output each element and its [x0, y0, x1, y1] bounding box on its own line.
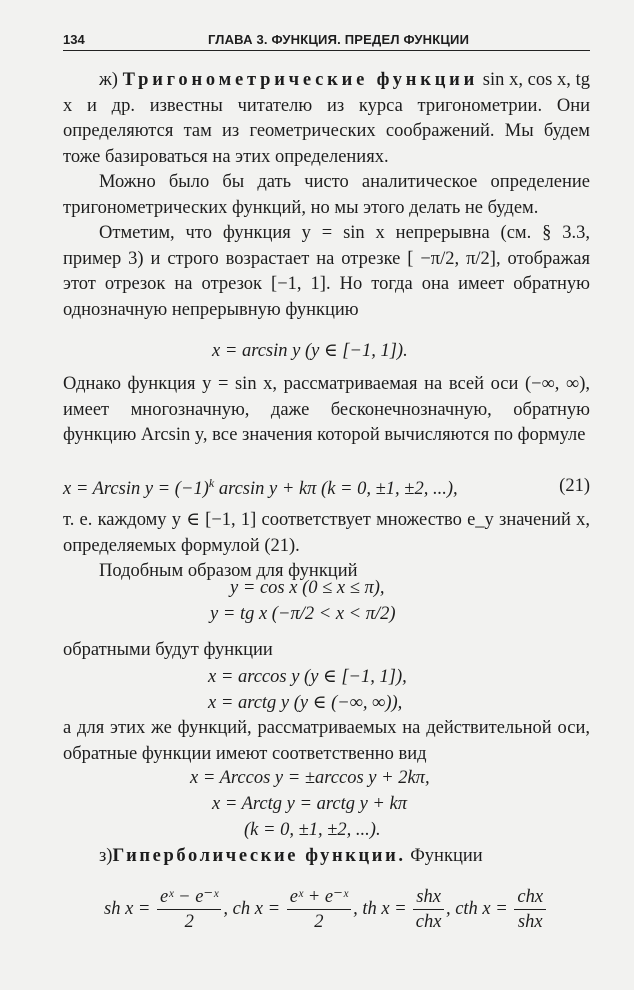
paragraph-set-ey: т. е. каждому y ∈ [−1, 1] соответствует множество e_y значений x, определяемых формулой (21).	[63, 510, 590, 556]
ch-label: , ch x =	[223, 898, 285, 919]
formula-Arccos: x = Arccos y = ±arccos y + 2kπ,	[190, 768, 430, 788]
cth-denominator: shx	[517, 912, 543, 932]
page-header	[63, 28, 590, 51]
ch-denominator: 2	[314, 912, 324, 932]
text-block-4	[63, 638, 590, 664]
paragraph-inverse-will-be: обратными будут функции	[63, 640, 273, 660]
th-denominator: chx	[415, 912, 442, 932]
formula-arcsin-general-exp: k	[208, 476, 215, 490]
formula-arctg: x = arctg y (y ∈ (−∞, ∞)),	[208, 693, 403, 713]
section-label-z: з)	[99, 846, 113, 866]
paragraph-similarly: Подобным образом для функций	[99, 561, 358, 581]
text-block-5	[63, 716, 590, 767]
paragraph-trig-body: sin x, cos x, tg x и др. известны читателю из курса тригонометрии. Они определяются там из геометрических соображений. Мы будем тоже базироваться на этих определениях.	[63, 70, 591, 167]
chapter-title: ГЛАВА 3. ФУНКЦИЯ. ПРЕДЕЛ ФУНКЦИИ	[208, 32, 470, 47]
formula-cos: y = cos x (0 ≤ x ≤ π),	[230, 578, 385, 598]
text-block-2	[63, 372, 590, 449]
text-block-3	[63, 508, 590, 585]
formula-hyperbolic	[104, 886, 548, 933]
th-fraction	[413, 886, 444, 933]
page-number: 134	[63, 32, 85, 47]
sh-fraction	[157, 886, 221, 933]
paragraph-hyperbolic	[99, 846, 483, 867]
formula-arcsin-general-right: arcsin y + kπ (k = 0, ±1, ±2, ...),	[214, 479, 458, 500]
text-block-1	[63, 68, 590, 323]
ch-numerator: eˣ + e⁻ˣ	[287, 886, 351, 910]
cth-label: , cth x =	[445, 898, 513, 919]
cth-fraction	[514, 886, 546, 933]
section-title-hyperbolic: Гиперболические функции.	[112, 846, 406, 866]
formula-arcsin-general-left: x = Arcsin y = (−1)	[63, 479, 209, 500]
formula-arcsin: x = arcsin y (y ∈ [−1, 1]).	[212, 341, 408, 361]
th-numerator: shx	[413, 886, 444, 910]
equation-number-21: (21)	[559, 476, 590, 496]
section-title-trig: Тригонометрические функции	[122, 70, 479, 90]
th-label: , th x =	[353, 898, 412, 919]
section-label-zh: ж)	[99, 70, 118, 90]
ch-fraction	[287, 886, 351, 933]
sh-denominator: 2	[184, 912, 194, 932]
paragraph-hyperbolic-rest: Функции	[405, 846, 483, 866]
paragraph-multivalued-arcsin: Однако функция y = sin x, рассматриваемая на всей оси (−∞, ∞), имеет многозначную, даже бесконечнозначную, обратную функцию Arcsin y, все значения которой вычисляются по формуле	[63, 374, 590, 445]
paragraph-sin-continuous: Отметим, что функция y = sin x непрерывна (см. § 3.3, пример 3) и строго возрастает на отрезке [ −π/2, π/2], отображая этот отрезок на отрезок [−1, 1]. Но тогда она имеет обратную однозначную непрерывную функцию	[63, 223, 590, 320]
sh-label: sh x =	[104, 898, 156, 919]
formula-21	[63, 476, 590, 500]
sh-numerator: eˣ − e⁻ˣ	[157, 886, 221, 910]
cth-numerator: chx	[514, 886, 546, 910]
formula-k-values: (k = 0, ±1, ±2, ...).	[244, 820, 381, 840]
formula-Arctg: x = Arctg y = arctg y + kπ	[212, 794, 408, 814]
paragraph-trig-functions	[63, 68, 590, 170]
formula-arccos: x = arccos y (y ∈ [−1, 1]),	[208, 667, 407, 687]
paragraph-real-axis: а для этих же функций, рассматриваемых на действительной оси, обратные функции имеют соответственно вид	[63, 718, 590, 764]
formula-tg: y = tg x (−π/2 < x < π/2)	[210, 604, 396, 624]
paragraph-analytic-definition: Можно было бы дать чисто аналитическое определение тригонометрических функций, но мы этого делать не будем.	[63, 172, 590, 218]
